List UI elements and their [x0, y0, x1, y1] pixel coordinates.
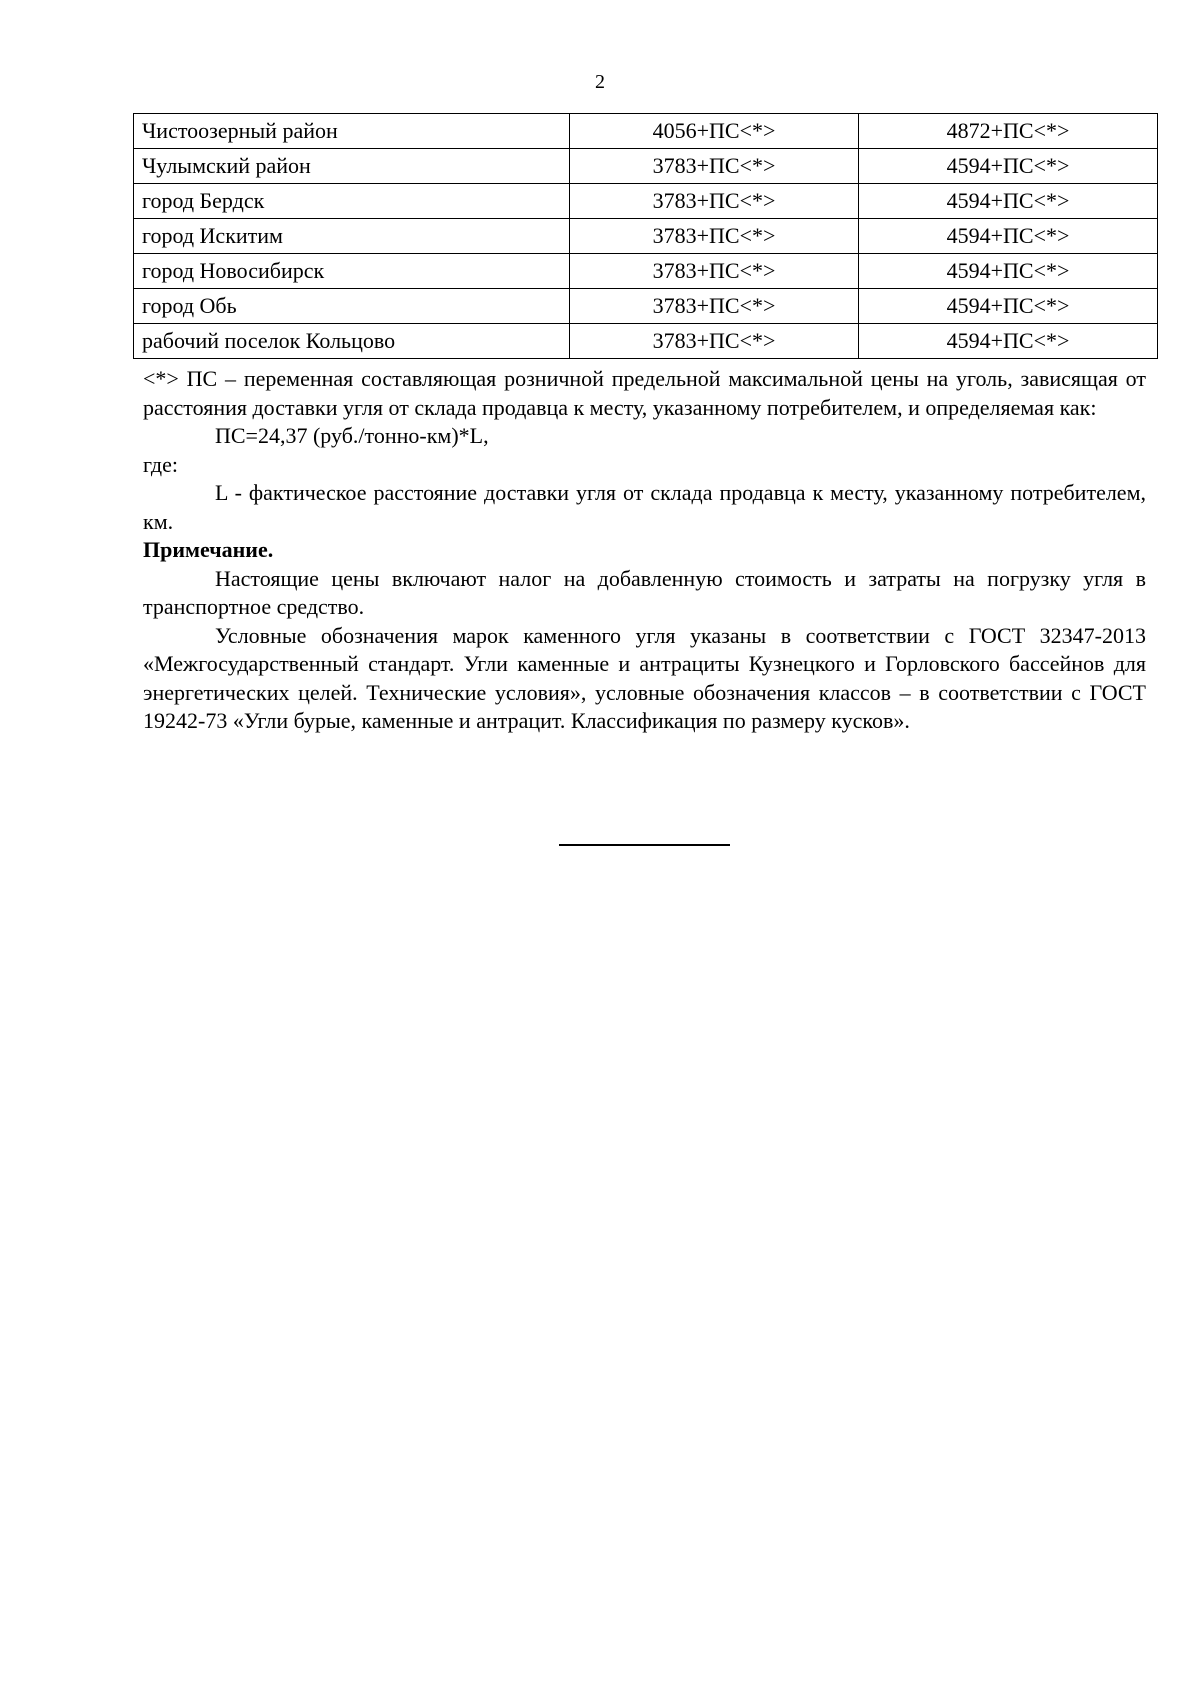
- table-row: [134, 254, 1158, 289]
- table-row: [134, 149, 1158, 184]
- footnote-l-definition: L - фактическое расстояние доставки угля от склада продавца к месту, указанному потребителем, км.: [143, 480, 1146, 534]
- footnote-definition: <*> ПС – переменная составляющая розничной предельной максимальной цены на уголь, зависящая от расстояния доставки угля от склада продавца к месту, указанному потребителем, и определяемая как:: [143, 366, 1146, 420]
- table-row: [134, 184, 1158, 219]
- row-price-2-cell: 4872+ПС<*>: [859, 114, 1158, 149]
- row-price-1-cell: 3783+ПС<*>: [570, 219, 859, 254]
- table-row: [134, 289, 1158, 324]
- page-number: 2: [595, 71, 605, 93]
- row-price-1-cell: 3783+ПС<*>: [570, 289, 859, 324]
- table-row: [134, 219, 1158, 254]
- row-price-2-cell: 4594+ПС<*>: [859, 149, 1158, 184]
- price-table: [133, 113, 1158, 359]
- row-name-cell: город Новосибирск: [134, 254, 570, 289]
- price-table-body: [134, 114, 1158, 359]
- row-price-1-cell: 3783+ПС<*>: [570, 254, 859, 289]
- footnote-where: где:: [143, 451, 178, 477]
- row-name-cell: Чистоозерный район: [134, 114, 570, 149]
- table-row: [134, 324, 1158, 359]
- row-name-cell: город Бердск: [134, 184, 570, 219]
- row-price-1-cell: 3783+ПС<*>: [570, 149, 859, 184]
- row-price-2-cell: 4594+ПС<*>: [859, 254, 1158, 289]
- note-paragraph-1: Настоящие цены включают налог на добавленную стоимость и затраты на погрузку угля в транспортное средство.: [143, 565, 1146, 619]
- row-name-cell: рабочий поселок Кольцово: [134, 324, 570, 359]
- row-price-1-cell: 3783+ПС<*>: [570, 184, 859, 219]
- row-price-2-cell: 4594+ПС<*>: [859, 219, 1158, 254]
- row-name-cell: город Обь: [134, 289, 570, 324]
- row-price-1-cell: 3783+ПС<*>: [570, 324, 859, 359]
- row-price-2-cell: 4594+ПС<*>: [859, 184, 1158, 219]
- notes-section: [143, 365, 1146, 736]
- note-paragraph-2: Условные обозначения марок каменного угля указаны в соответствии с ГОСТ 32347-2013 «Межгосударственный стандарт. Угли каменные и антрациты Кузнецкого и Горловского бассейнов для энергетических целей. Технические условия», условные обозначения классов – в соответствии с ГОСТ 19242-73 «Угли бурые, каменные и антрацит. Классификация по размеру кусков».: [143, 622, 1146, 733]
- end-rule: [559, 844, 730, 846]
- note-heading: Примечание.: [143, 537, 274, 562]
- row-price-1-cell: 4056+ПС<*>: [570, 114, 859, 149]
- footnote-formula: ПС=24,37 (руб./тонно-км)*L,: [215, 423, 489, 448]
- row-name-cell: город Искитим: [134, 219, 570, 254]
- row-price-2-cell: 4594+ПС<*>: [859, 289, 1158, 324]
- row-price-2-cell: 4594+ПС<*>: [859, 324, 1158, 359]
- row-name-cell: Чулымский район: [134, 149, 570, 184]
- table-row: [134, 114, 1158, 149]
